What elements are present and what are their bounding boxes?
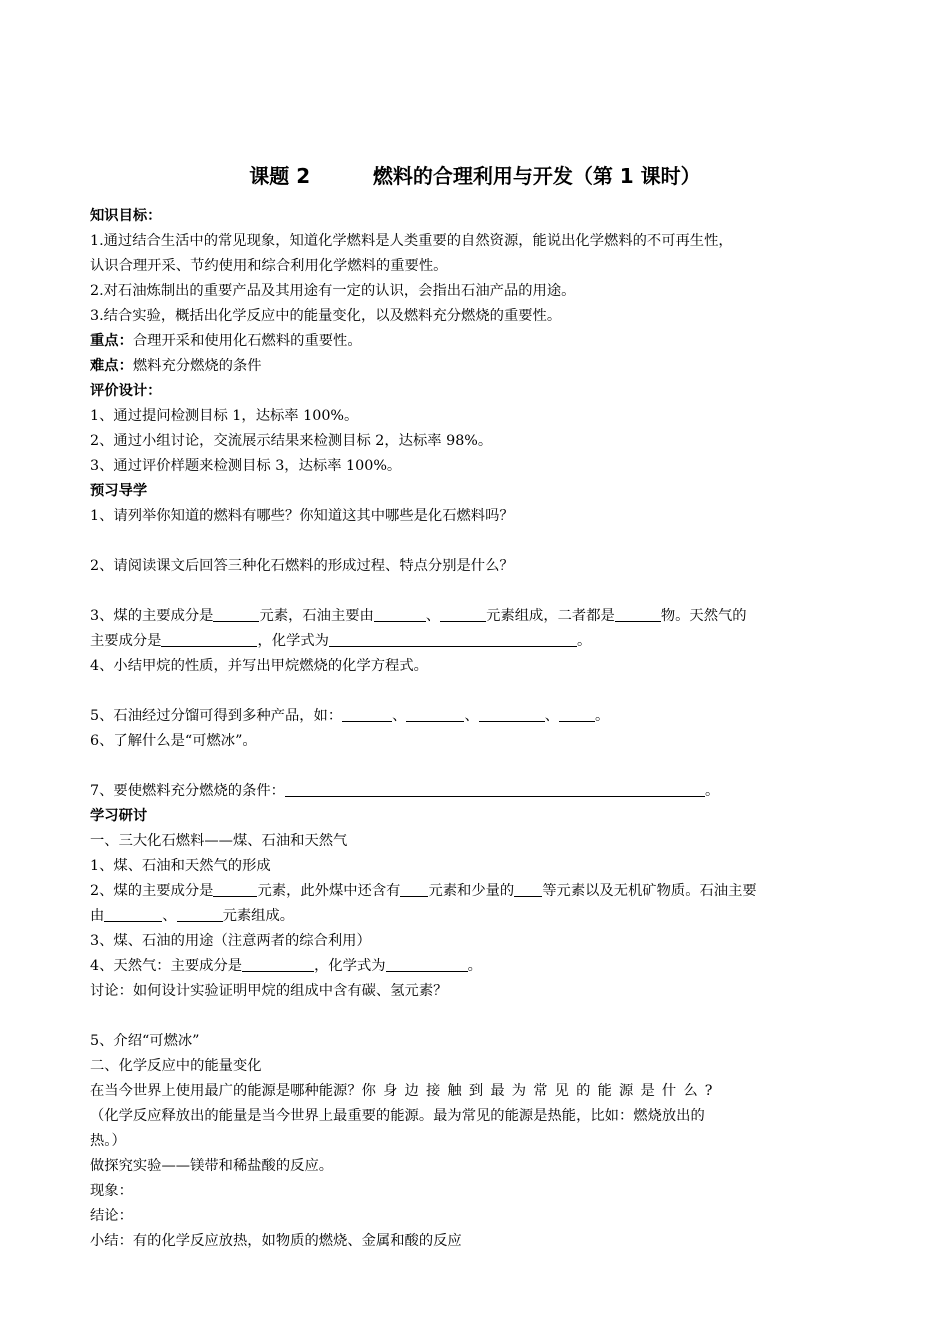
preview-q3-line-2: 主要成分是 ，化学式为 。 bbox=[90, 629, 850, 654]
heading-study: 学习研讨 bbox=[90, 808, 148, 824]
study-discussion: 讨论：如何设计实验证明甲烷的组成中含有碳、氢元素？ bbox=[90, 983, 448, 999]
blank[interactable] bbox=[177, 905, 223, 922]
preview-q6: 6、了解什么是“可燃冰”。 bbox=[90, 733, 257, 749]
evaluation-3: 3、通过评价样题来检测目标 3，达标率 100%。 bbox=[90, 458, 402, 474]
preview-q1: 1、请列举你知道的燃料有哪些？你知道这其中哪些是化石燃料吗？ bbox=[90, 508, 514, 524]
experiment: 做探究实验——镁带和稀盐酸的反应。 bbox=[90, 1158, 334, 1174]
study-item-2-line-2: 由 、 元素组成。 bbox=[90, 904, 850, 929]
blank[interactable] bbox=[242, 955, 314, 972]
blank[interactable] bbox=[329, 630, 577, 647]
blank[interactable] bbox=[559, 705, 595, 722]
preview-q2: 2、请阅读课文后回答三种化石燃料的形成过程、特点分别是什么？ bbox=[90, 558, 514, 574]
document-body bbox=[90, 204, 850, 1254]
energy-answer-line-1: （化学反应释放出的能量是当今世界上最重要的能源。最为常见的能源是热能，比如：燃烧放出的 bbox=[90, 1108, 705, 1124]
preview-q4: 4、小结甲烷的性质，并写出甲烷燃烧的化学方程式。 bbox=[90, 658, 428, 674]
energy-question: 在当今世界上使用最广的能源是哪种能源？你身边接触到最为常见的能源是什么? bbox=[90, 1083, 720, 1099]
key-point bbox=[90, 329, 850, 354]
blank[interactable] bbox=[285, 780, 705, 797]
study-section-2: 二、化学反应中的能量变化 bbox=[90, 1058, 262, 1074]
preview-q7: 7、要使燃料充分燃烧的条件： 。 bbox=[90, 779, 850, 804]
blank[interactable] bbox=[374, 605, 426, 622]
difficult-point-label: 难点： bbox=[90, 358, 133, 374]
study-item-2-line-1: 2、煤的主要成分是 元素，此外煤中还含有 元素和少量的 等元素以及无机矿物质。石油主要 bbox=[90, 879, 850, 904]
heading-preview: 预习导学 bbox=[90, 483, 148, 499]
goal-3: 3.结合实验，概括出化学反应中的能量变化，以及燃料充分燃烧的重要性。 bbox=[90, 308, 562, 324]
goal-1-line-1: 1.通过结合生活中的常见现象，知道化学燃料是人类重要的自然资源，能说出化学燃料的不可再生性， bbox=[90, 233, 733, 249]
goal-2: 2.对石油炼制出的重要产品及其用途有一定的认识，会指出石油产品的用途。 bbox=[90, 283, 576, 299]
blank[interactable] bbox=[400, 880, 428, 897]
goal-1-line-2: 认识合理开采、节约使用和综合利用化学燃料的重要性。 bbox=[90, 258, 448, 274]
preview-q3-line-1: 3、煤的主要成分是 元素，石油主要由 、 元素组成，二者都是 物。天然气的 bbox=[90, 604, 850, 629]
study-section-1: 一、三大化石燃料——煤、石油和天然气 bbox=[90, 833, 348, 849]
energy-answer-line-2: 热。） bbox=[90, 1133, 126, 1149]
summary: 小结：有的化学反应放热，如物质的燃烧、金属和酸的反应 bbox=[90, 1233, 462, 1249]
phenomenon: 现象： bbox=[90, 1183, 133, 1199]
heading-evaluation: 评价设计： bbox=[90, 383, 162, 399]
key-point-label: 重点： bbox=[90, 333, 133, 349]
evaluation-1: 1、通过提问检测目标 1，达标率 100%。 bbox=[90, 408, 359, 424]
blank[interactable] bbox=[161, 630, 257, 647]
heading-knowledge-goals: 知识目标： bbox=[90, 208, 162, 224]
preview-q5: 5、石油经过分馏可得到多种产品，如： 、 、 、 。 bbox=[90, 704, 850, 729]
blank[interactable] bbox=[342, 705, 392, 722]
blank[interactable] bbox=[213, 605, 259, 622]
blank[interactable] bbox=[406, 705, 464, 722]
study-item-5: 5、介绍“可燃冰” bbox=[90, 1033, 200, 1049]
study-item-3: 3、煤、石油的用途（注意两者的综合利用） bbox=[90, 933, 371, 949]
evaluation-2: 2、通过小组讨论，交流展示结果来检测目标 2，达标率 98%。 bbox=[90, 433, 493, 449]
blank[interactable] bbox=[479, 705, 545, 722]
blank[interactable] bbox=[615, 605, 661, 622]
study-item-4: 4、天然气：主要成分是 ，化学式为 。 bbox=[90, 954, 850, 979]
blank[interactable] bbox=[386, 955, 468, 972]
key-point-text: 合理开采和使用化石燃料的重要性。 bbox=[132, 333, 362, 349]
difficult-point-text: 燃料充分燃烧的条件 bbox=[132, 358, 262, 374]
page-title: 课题 2 燃料的合理利用与开发（第 1 课时） bbox=[249, 164, 701, 188]
difficult-point bbox=[90, 354, 850, 379]
blank[interactable] bbox=[104, 905, 162, 922]
blank[interactable] bbox=[213, 880, 257, 897]
blank[interactable] bbox=[440, 605, 486, 622]
study-item-1: 1、煤、石油和天然气的形成 bbox=[90, 858, 271, 874]
blank[interactable] bbox=[514, 880, 542, 897]
conclusion: 结论： bbox=[90, 1208, 133, 1224]
